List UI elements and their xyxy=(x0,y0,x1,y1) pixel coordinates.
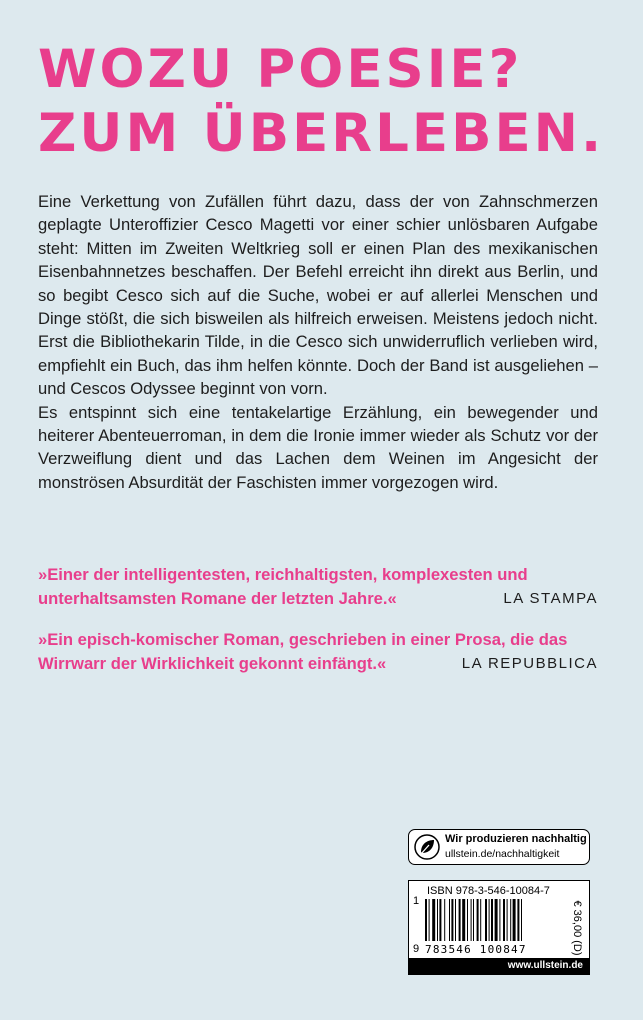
book-blurb xyxy=(38,190,598,494)
isbn-label: ISBN 978-3-546-10084-7 xyxy=(427,885,550,897)
barcode-bars xyxy=(425,899,565,943)
price-text: € 36,00 (D) xyxy=(571,900,583,956)
barcode-lead-digit-top: 1 xyxy=(413,895,420,907)
sustainability-badge xyxy=(408,829,590,865)
blurb-paragraph-1: Eine Verkettung von Zufällen führt dazu, dass der von Zahnschmerzen geplagte Unteroffizier Cesco Magetti vor einer schier unlösbaren Aufgabe steht: Mitten im Zweiten Weltkrieg soll er einen Plan des mexikanischen Eisenbahnnetzes beschaffen. Der Befehl erreicht ihn direkt aus Berlin, und so begibt Cesco sich auf die Suche, wobei er auf allerlei Menschen und Dinge stößt, die sich bisweilen als hilfreich erweisen. Meistens jedoch nicht. Erst die Bibliothekarin Tilde, in die Cesco sich unwiderruflich verlieben wird, empfiehlt ein Buch, das ihm helfen könnte. Doch der Band ist ausgeliehen – und Cescos Odyssee beginnt von vorn. xyxy=(38,192,598,399)
headline xyxy=(38,38,604,166)
press-quote-la-stampa xyxy=(38,563,598,611)
publisher-website: www.ullstein.de xyxy=(409,958,589,974)
isbn-barcode xyxy=(408,880,590,975)
barcode-digits: 783546 100847 xyxy=(425,943,527,956)
price-label xyxy=(569,900,585,956)
barcode-lead-digit-bottom: 9 xyxy=(413,943,420,955)
quote-line-2 xyxy=(38,587,598,611)
headline-line-2: ZUM ÜBERLEBEN. xyxy=(38,103,605,164)
blurb-paragraph-2: Es entspinnt sich eine tentakelartige Erzählung, ein bewegender und heiterer Abenteuerroman, in dem die Ironie immer wieder als Schutz vor der Verzweiflung dient und das Lachen dem Weinen im Angesicht der monströsen Absurdität der Faschisten immer vorgezogen wird. xyxy=(38,402,598,492)
leaf-icon xyxy=(414,834,440,865)
quote-line-2 xyxy=(38,652,598,676)
quote-line-2-text: Wirrwarr der Wirklichkeit gekonnt einfängt.« xyxy=(38,654,387,673)
press-quote-la-repubblica xyxy=(38,628,598,676)
quote-line-1: »Einer der intelligentesten, reichhaltigsten, komplexesten und xyxy=(38,565,528,584)
headline-line-1: WOZU POESIE? xyxy=(38,39,523,100)
quote-source: LA REPUBBLICA xyxy=(461,655,598,672)
sustainability-title: Wir produzieren nachhaltig xyxy=(445,833,587,845)
quote-line-2-text: unterhaltsamsten Romane der letzten Jahre.« xyxy=(38,589,397,608)
quote-line-1: »Ein episch-komischer Roman, geschrieben in einer Prosa, die das xyxy=(38,630,568,649)
sustainability-url: ullstein.de/nachhaltigkeit xyxy=(445,848,560,860)
quote-source: LA STAMPA xyxy=(503,590,598,607)
